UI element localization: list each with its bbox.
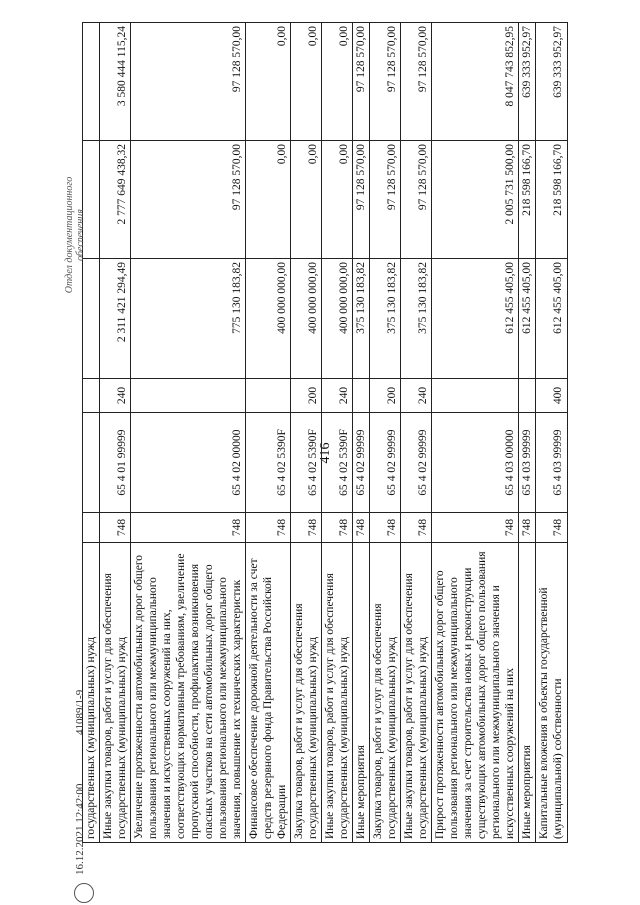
cell-name: Закупка товаров, работ и услуг для обеспечения государственных (муниципальных) нужд <box>291 543 322 843</box>
cell-v3: 639 333 952,97 <box>536 23 567 141</box>
footer-datetime: 16.12.2021 12:42:00 <box>74 783 86 875</box>
cell-v3: 97 128 570,00 <box>353 23 370 141</box>
footer <box>64 145 94 905</box>
table-row <box>370 23 401 843</box>
cell-v3: 8 047 743 852,95 <box>432 23 519 141</box>
cell-cs: 65 4 01 99999 <box>100 413 131 513</box>
table-row <box>432 23 519 843</box>
cell-v2: 0,00 <box>291 141 322 259</box>
cell-vr <box>131 379 246 413</box>
cell-v3: 97 128 570,00 <box>370 23 401 141</box>
cell-v2: 0,00 <box>322 141 353 259</box>
cell-v2: 97 128 570,00 <box>370 141 401 259</box>
cell-name: Капитальные вложения в объекты государственной (муниципальной) собственности <box>536 543 567 843</box>
cell-v1: 400 000 000,00 <box>246 259 291 379</box>
cell-gr: 748 <box>370 513 401 543</box>
cell-cs: 65 4 02 5390F <box>246 413 291 513</box>
cell-name: Закупка товаров, работ и услуг для обеспечения государственных (муниципальных) нужд <box>370 543 401 843</box>
cell-v3: 0,00 <box>291 23 322 141</box>
cell-gr: 748 <box>519 513 536 543</box>
cell-v3: 97 128 570,00 <box>401 23 432 141</box>
cell-v3: 0,00 <box>322 23 353 141</box>
budget-table-region <box>82 23 565 843</box>
cell-v2: 218 598 166,70 <box>519 141 536 259</box>
cell-vr: 240 <box>401 379 432 413</box>
cell-v2: 0,00 <box>246 141 291 259</box>
cell-v1: 375 130 183,82 <box>401 259 432 379</box>
cell-v3: 639 333 952,97 <box>519 23 536 141</box>
table-row <box>353 23 370 843</box>
table-row <box>519 23 536 843</box>
table-row <box>536 23 567 843</box>
cell-v1: 612 455 405,00 <box>432 259 519 379</box>
cell-v2: 2 005 731 500,00 <box>432 141 519 259</box>
cell-name: государственных (муниципальных) нужд <box>83 543 100 843</box>
cell-v3: 97 128 570,00 <box>131 23 246 141</box>
cell-v2: 218 598 166,70 <box>536 141 567 259</box>
cell-v1: 612 455 405,00 <box>536 259 567 379</box>
table-row <box>100 23 131 843</box>
cell-cs: 65 4 03 99999 <box>519 413 536 513</box>
cell-gr: 748 <box>432 513 519 543</box>
cell-v2: 97 128 570,00 <box>131 141 246 259</box>
cell-v1: 400 000 000,00 <box>291 259 322 379</box>
cell-vr: 200 <box>291 379 322 413</box>
cell-gr: 748 <box>246 513 291 543</box>
cell-v1: 612 455 405,00 <box>519 259 536 379</box>
cell-cs: 65 4 02 5390F <box>291 413 322 513</box>
budget-table <box>82 22 568 843</box>
cell-vr <box>246 379 291 413</box>
cell-cs: 65 4 02 00000 <box>131 413 246 513</box>
cell-v1: 375 130 183,82 <box>370 259 401 379</box>
cell-gr: 748 <box>291 513 322 543</box>
cell-vr <box>353 379 370 413</box>
budget-table-body <box>83 23 568 843</box>
cell-v3 <box>83 23 100 141</box>
cell-gr: 748 <box>536 513 567 543</box>
table-row <box>291 23 322 843</box>
cell-name: Увеличение протяженности автомобильных дорог общего пользования регионального или межмуниципального значения и искусственных сооружений на них, соответствующих нормативным требованиям, увеличение пропускной способности, профилактика возникновения опасных участков на сети автомобильных дорог общего пользования регионального или межмуниципального значения, повышение их технических характеристик <box>131 543 246 843</box>
cell-v2: 97 128 570,00 <box>353 141 370 259</box>
cell-name: Прирост протяженности автомобильных дорог общего пользования регионального или межмуниципального значения за счет строительства новых и реконструкции существующих автомобильных дорог общего пользования регионального или межмуниципального значения и искусственных сооружений на них <box>432 543 519 843</box>
cell-name: Иные закупки товаров, работ и услуг для обеспечения государственных (муниципальных) нужд <box>322 543 353 843</box>
table-row <box>246 23 291 843</box>
cell-gr: 748 <box>401 513 432 543</box>
cell-v2: 97 128 570,00 <box>401 141 432 259</box>
cell-v1: 2 311 421 294,49 <box>100 259 131 379</box>
page-number: 416 <box>318 442 333 464</box>
cell-gr: 748 <box>353 513 370 543</box>
cell-name: Финансовое обеспечение дорожной деятельности за счет средств резервного фонда Правительства Российской Федерации <box>246 543 291 843</box>
cell-cs: 65 4 02 99999 <box>353 413 370 513</box>
cell-gr: 748 <box>100 513 131 543</box>
cell-gr: 748 <box>322 513 353 543</box>
cell-vr <box>519 379 536 413</box>
cell-cs: 65 4 03 99999 <box>536 413 567 513</box>
cell-v3: 3 580 444 115,24 <box>100 23 131 141</box>
cell-name: Иные закупки товаров, работ и услуг для обеспечения государственных (муниципальных) нужд <box>401 543 432 843</box>
cell-cs: 65 4 03 00000 <box>432 413 519 513</box>
cell-vr: 240 <box>322 379 353 413</box>
footer-dept: Отдел документационного обеспечения <box>64 176 86 294</box>
cell-v1: 400 000 000,00 <box>322 259 353 379</box>
cell-gr: 748 <box>131 513 246 543</box>
cell-v1: 775 130 183,82 <box>131 259 246 379</box>
stamp-icon <box>74 883 94 903</box>
cell-cs: 65 4 02 5390F <box>322 413 353 513</box>
cell-cs: 65 4 02 99999 <box>370 413 401 513</box>
cell-v2: 2 777 649 438,32 <box>100 141 131 259</box>
table-row <box>131 23 246 843</box>
cell-vr: 200 <box>370 379 401 413</box>
cell-vr: 240 <box>100 379 131 413</box>
cell-cs: 65 4 02 99999 <box>401 413 432 513</box>
cell-name: Иные закупки товаров, работ и услуг для обеспечения государственных (муниципальных) нужд <box>100 543 131 843</box>
cell-vr <box>432 379 519 413</box>
footer-doc-id: 41089/1-9 <box>74 689 86 735</box>
cell-v3: 0,00 <box>246 23 291 141</box>
cell-vr: 400 <box>536 379 567 413</box>
cell-name: Иные мероприятия <box>353 543 370 843</box>
cell-v1: 375 130 183,82 <box>353 259 370 379</box>
cell-name: Иные мероприятия <box>519 543 536 843</box>
table-row <box>322 23 353 843</box>
table-row <box>401 23 432 843</box>
